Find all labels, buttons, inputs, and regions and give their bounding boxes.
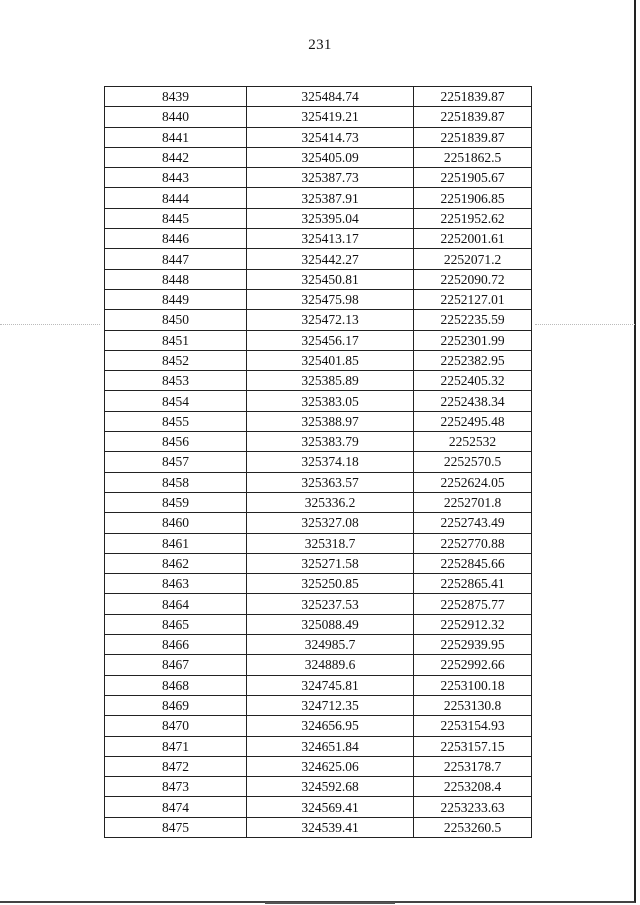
x-coordinate-cell: 325456.17: [247, 330, 414, 350]
table-row: [105, 472, 532, 492]
y-coordinate-cell: 2251839.87: [414, 127, 532, 147]
table-row: [105, 208, 532, 228]
table-row: [105, 797, 532, 817]
x-coordinate-cell: 325472.13: [247, 310, 414, 330]
table-row: [105, 269, 532, 289]
x-coordinate-cell: 324889.6: [247, 655, 414, 675]
table-row: [105, 817, 532, 837]
point-number-cell: 8444: [105, 188, 247, 208]
y-coordinate-cell: 2252301.99: [414, 330, 532, 350]
point-number-cell: 8454: [105, 391, 247, 411]
table-row: [105, 87, 532, 107]
table-row: [105, 350, 532, 370]
x-coordinate-cell: 325250.85: [247, 574, 414, 594]
y-coordinate-cell: 2252875.77: [414, 594, 532, 614]
y-coordinate-cell: 2253178.7: [414, 756, 532, 776]
y-coordinate-cell: 2253233.63: [414, 797, 532, 817]
table-row: [105, 188, 532, 208]
x-coordinate-cell: 325442.27: [247, 249, 414, 269]
x-coordinate-cell: 325413.17: [247, 229, 414, 249]
x-coordinate-cell: 325387.91: [247, 188, 414, 208]
y-coordinate-cell: 2252405.32: [414, 371, 532, 391]
y-coordinate-cell: 2251839.87: [414, 87, 532, 107]
y-coordinate-cell: 2252845.66: [414, 553, 532, 573]
point-number-cell: 8452: [105, 350, 247, 370]
x-coordinate-cell: 325450.81: [247, 269, 414, 289]
x-coordinate-cell: 324539.41: [247, 817, 414, 837]
point-number-cell: 8474: [105, 797, 247, 817]
table-row: [105, 675, 532, 695]
y-coordinate-cell: 2252624.05: [414, 472, 532, 492]
point-number-cell: 8466: [105, 635, 247, 655]
table-row: [105, 310, 532, 330]
y-coordinate-cell: 2252438.34: [414, 391, 532, 411]
x-coordinate-cell: 325401.85: [247, 350, 414, 370]
point-number-cell: 8469: [105, 695, 247, 715]
coordinates-table-body: [105, 87, 532, 838]
y-coordinate-cell: 2253130.8: [414, 695, 532, 715]
x-coordinate-cell: 324985.7: [247, 635, 414, 655]
table-row: [105, 614, 532, 634]
x-coordinate-cell: 324712.35: [247, 695, 414, 715]
point-number-cell: 8464: [105, 594, 247, 614]
x-coordinate-cell: 325484.74: [247, 87, 414, 107]
point-number-cell: 8465: [105, 614, 247, 634]
x-coordinate-cell: 325419.21: [247, 107, 414, 127]
x-coordinate-cell: 325385.89: [247, 371, 414, 391]
point-number-cell: 8448: [105, 269, 247, 289]
x-coordinate-cell: 324651.84: [247, 736, 414, 756]
y-coordinate-cell: 2252001.61: [414, 229, 532, 249]
point-number-cell: 8473: [105, 777, 247, 797]
table-row: [105, 391, 532, 411]
x-coordinate-cell: 325271.58: [247, 553, 414, 573]
y-coordinate-cell: 2252701.8: [414, 492, 532, 512]
table-row: [105, 127, 532, 147]
point-number-cell: 8450: [105, 310, 247, 330]
point-number-cell: 8439: [105, 87, 247, 107]
point-number-cell: 8446: [105, 229, 247, 249]
x-coordinate-cell: 325336.2: [247, 492, 414, 512]
x-coordinate-cell: 325387.73: [247, 168, 414, 188]
table-row: [105, 371, 532, 391]
point-number-cell: 8460: [105, 513, 247, 533]
point-number-cell: 8461: [105, 533, 247, 553]
table-row: [105, 716, 532, 736]
table-row: [105, 168, 532, 188]
y-coordinate-cell: 2252570.5: [414, 452, 532, 472]
table-row: [105, 289, 532, 309]
coordinates-table: [104, 86, 532, 838]
point-number-cell: 8470: [105, 716, 247, 736]
table-row: [105, 249, 532, 269]
point-number-cell: 8468: [105, 675, 247, 695]
page-number: 231: [308, 37, 332, 53]
table-row: [105, 574, 532, 594]
point-number-cell: 8455: [105, 411, 247, 431]
x-coordinate-cell: 324625.06: [247, 756, 414, 776]
point-number-cell: 8463: [105, 574, 247, 594]
x-coordinate-cell: 325363.57: [247, 472, 414, 492]
y-coordinate-cell: 2252770.88: [414, 533, 532, 553]
table-row: [105, 756, 532, 776]
y-coordinate-cell: 2252532: [414, 432, 532, 452]
table-row: [105, 655, 532, 675]
x-coordinate-cell: 325475.98: [247, 289, 414, 309]
y-coordinate-cell: 2252992.66: [414, 655, 532, 675]
x-coordinate-cell: 324569.41: [247, 797, 414, 817]
y-coordinate-cell: 2252235.59: [414, 310, 532, 330]
x-coordinate-cell: 325383.05: [247, 391, 414, 411]
table-row: [105, 513, 532, 533]
x-coordinate-cell: 325318.7: [247, 533, 414, 553]
y-coordinate-cell: 2251906.85: [414, 188, 532, 208]
table-row: [105, 107, 532, 127]
point-number-cell: 8462: [105, 553, 247, 573]
y-coordinate-cell: 2253157.15: [414, 736, 532, 756]
x-coordinate-cell: 325088.49: [247, 614, 414, 634]
table-row: [105, 533, 532, 553]
table-row: [105, 147, 532, 167]
table-row: [105, 553, 532, 573]
y-coordinate-cell: 2252090.72: [414, 269, 532, 289]
table-row: [105, 452, 532, 472]
table-row: [105, 736, 532, 756]
x-coordinate-cell: 325414.73: [247, 127, 414, 147]
table-row: [105, 635, 532, 655]
x-coordinate-cell: 325405.09: [247, 147, 414, 167]
x-coordinate-cell: 324745.81: [247, 675, 414, 695]
y-coordinate-cell: 2252127.01: [414, 289, 532, 309]
point-number-cell: 8471: [105, 736, 247, 756]
y-coordinate-cell: 2253100.18: [414, 675, 532, 695]
table-row: [105, 594, 532, 614]
y-coordinate-cell: 2253154.93: [414, 716, 532, 736]
point-number-cell: 8453: [105, 371, 247, 391]
point-number-cell: 8441: [105, 127, 247, 147]
point-number-cell: 8440: [105, 107, 247, 127]
x-coordinate-cell: 325383.79: [247, 432, 414, 452]
x-coordinate-cell: 325395.04: [247, 208, 414, 228]
point-number-cell: 8467: [105, 655, 247, 675]
y-coordinate-cell: 2252912.32: [414, 614, 532, 634]
point-number-cell: 8457: [105, 452, 247, 472]
x-coordinate-cell: 325237.53: [247, 594, 414, 614]
point-number-cell: 8475: [105, 817, 247, 837]
point-number-cell: 8449: [105, 289, 247, 309]
x-coordinate-cell: 324656.95: [247, 716, 414, 736]
table-row: [105, 695, 532, 715]
bottom-edge-mark: [265, 902, 395, 904]
table-row: [105, 492, 532, 512]
y-coordinate-cell: 2251839.87: [414, 107, 532, 127]
point-number-cell: 8459: [105, 492, 247, 512]
point-number-cell: 8447: [105, 249, 247, 269]
point-number-cell: 8451: [105, 330, 247, 350]
point-number-cell: 8443: [105, 168, 247, 188]
y-coordinate-cell: 2252495.48: [414, 411, 532, 431]
table-row: [105, 229, 532, 249]
point-number-cell: 8442: [105, 147, 247, 167]
scan-artifact-right: [535, 324, 635, 326]
y-coordinate-cell: 2253208.4: [414, 777, 532, 797]
x-coordinate-cell: 325327.08: [247, 513, 414, 533]
point-number-cell: 8445: [105, 208, 247, 228]
table-row: [105, 432, 532, 452]
y-coordinate-cell: 2251952.62: [414, 208, 532, 228]
y-coordinate-cell: 2252382.95: [414, 350, 532, 370]
table-row: [105, 777, 532, 797]
y-coordinate-cell: 2251862.5: [414, 147, 532, 167]
table-row: [105, 411, 532, 431]
x-coordinate-cell: 324592.68: [247, 777, 414, 797]
point-number-cell: 8458: [105, 472, 247, 492]
y-coordinate-cell: 2252939.95: [414, 635, 532, 655]
y-coordinate-cell: 2252865.41: [414, 574, 532, 594]
y-coordinate-cell: 2251905.67: [414, 168, 532, 188]
point-number-cell: 8456: [105, 432, 247, 452]
scan-artifact-left: [0, 324, 100, 326]
table-row: [105, 330, 532, 350]
y-coordinate-cell: 2253260.5: [414, 817, 532, 837]
y-coordinate-cell: 2252071.2: [414, 249, 532, 269]
point-number-cell: 8472: [105, 756, 247, 776]
x-coordinate-cell: 325388.97: [247, 411, 414, 431]
x-coordinate-cell: 325374.18: [247, 452, 414, 472]
y-coordinate-cell: 2252743.49: [414, 513, 532, 533]
